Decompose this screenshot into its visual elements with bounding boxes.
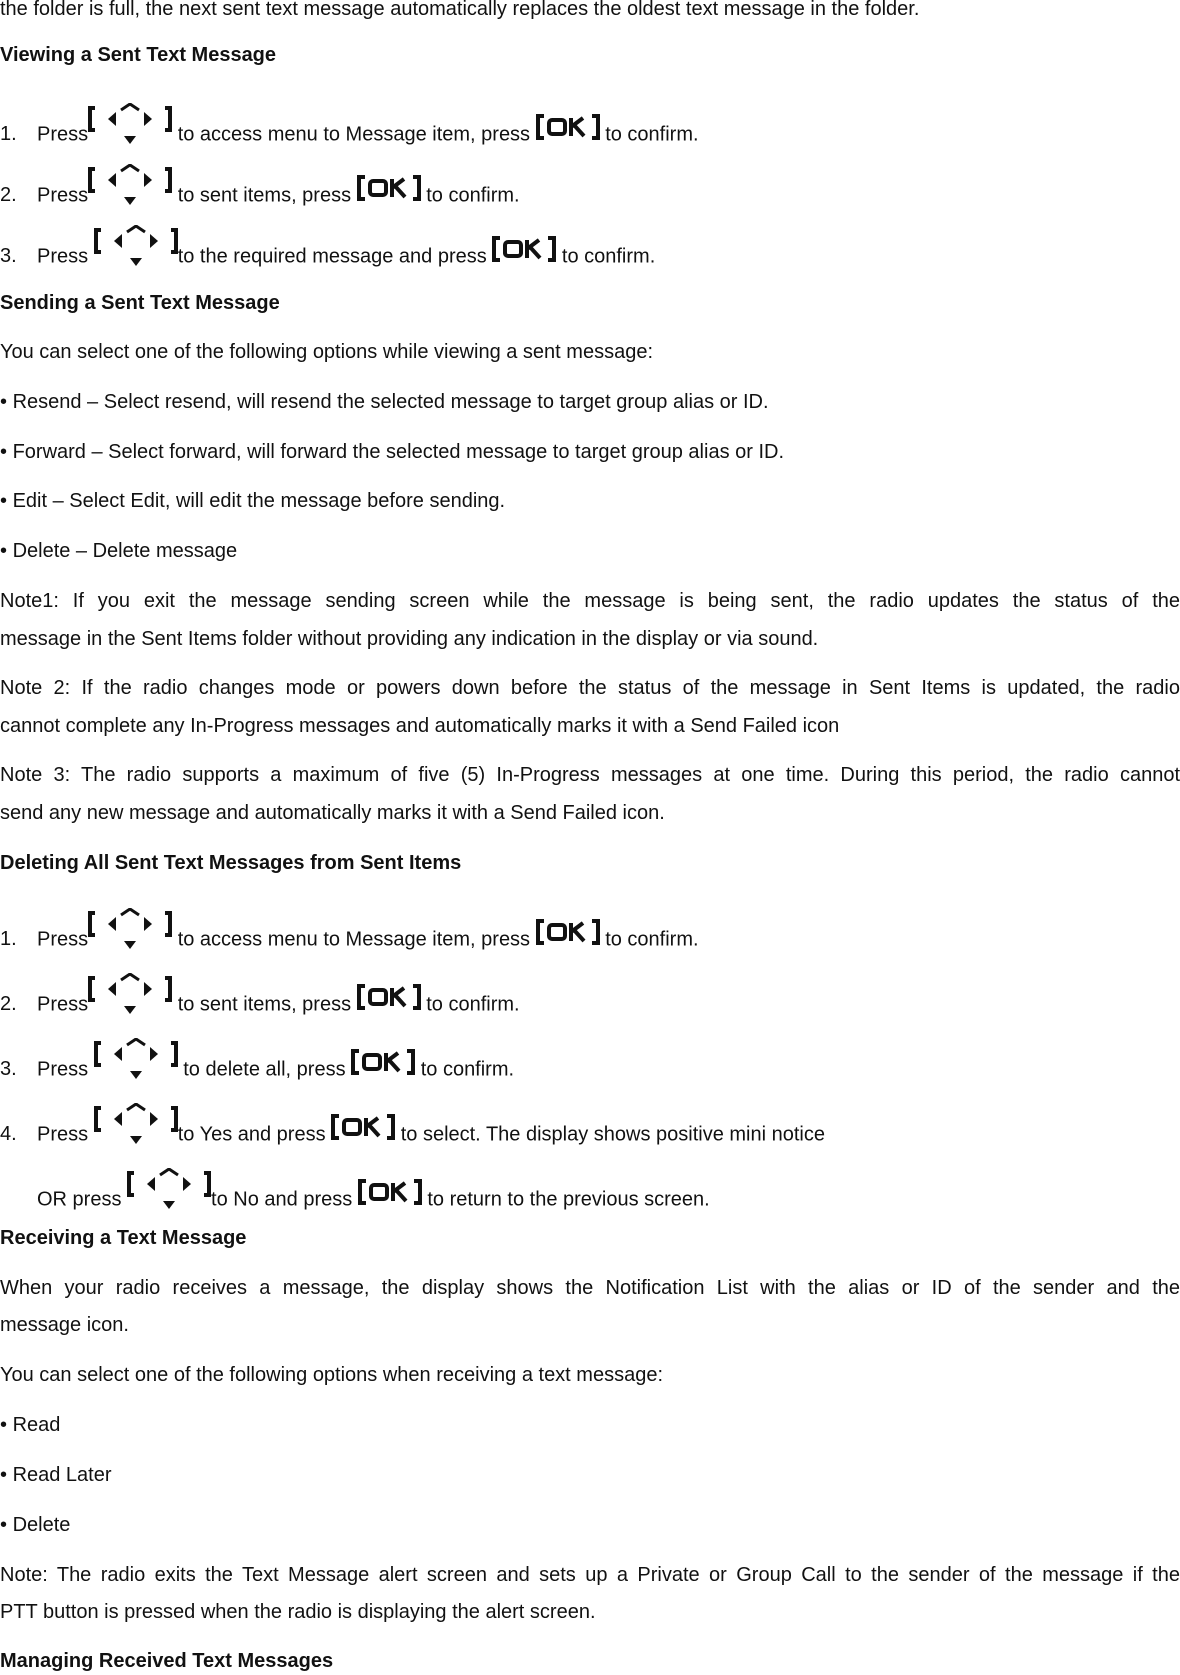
deleting-step-3 [0, 1048, 514, 1092]
step-text-a: Press [37, 1058, 89, 1081]
bullet-text: Read Later [12, 1464, 112, 1486]
step-text-b: to sent items, press [177, 993, 352, 1016]
receiving-note-line-1: Note: The radio exits the Text Message alert screen and sets up a Private or Group Call to the sender of the message if the [0, 1564, 1180, 1586]
step-text-b: to delete all, press [183, 1058, 346, 1081]
ok-key-icon [357, 174, 421, 202]
heading-managing-received: Managing Received Text Messages [0, 1650, 334, 1672]
step-text-c: to confirm. [420, 1058, 515, 1081]
or-text-c: to return to the previous screen. [427, 1188, 710, 1211]
step-text-c: to confirm. [605, 928, 699, 951]
note-1-line-2: message in the Sent Items folder without providing any indication in the display or via sound. [0, 628, 819, 650]
note-2-line-1: Note 2: If the radio changes mode or powers down before the status of the message in Sent Items is updated, the radio [0, 677, 1180, 699]
step-number: 1. [0, 123, 17, 146]
navigation-keys-icon [127, 1168, 211, 1212]
step-number: 1. [0, 928, 17, 951]
viewing-step-3 [0, 235, 655, 279]
navigation-keys-icon [88, 103, 172, 147]
bullet-item: • Read [0, 1414, 61, 1436]
step-text-b: to access menu to Message item, press [177, 928, 531, 951]
step-text-a: Press [37, 1123, 89, 1146]
bullet-item: • Delete – Delete message [0, 540, 238, 562]
heading-deleting-all: Deleting All Sent Text Messages from Sent Items [0, 852, 462, 874]
deleting-step-1 [0, 918, 699, 962]
step-number: 2. [0, 184, 17, 207]
bullet-text: Forward – Select forward, will forward the selected message to target group alias or ID. [12, 441, 785, 463]
heading-sending-sent: Sending a Sent Text Message [0, 292, 280, 314]
or-text-b: to No and press [211, 1188, 353, 1211]
step-text-b: to access menu to Message item, press [177, 123, 531, 146]
ok-key-icon [492, 235, 556, 263]
bullet-item: • Edit – Select Edit, will edit the message before sending. [0, 490, 506, 512]
ok-key-icon [351, 1048, 415, 1076]
step-text-c: to confirm. [426, 184, 520, 207]
step-number: 3. [0, 245, 17, 268]
step-text-c: to confirm. [561, 245, 656, 268]
step-text-b: to sent items, press [177, 184, 352, 207]
viewing-step-1 [0, 113, 699, 157]
receiving-para-line-2: message icon. [0, 1314, 129, 1336]
deleting-step-2 [0, 983, 520, 1027]
bullet-item: • Forward – Select forward, will forward the selected message to target group alias or ID. [0, 441, 785, 463]
bullet-text: Delete [12, 1514, 71, 1536]
step-text-c: to select. The display shows positive mini notice [400, 1123, 825, 1146]
note-2-line-2: cannot complete any In-Progress messages and automatically marks it with a Send Failed icon [0, 715, 840, 737]
ok-key-icon [358, 1178, 422, 1206]
ok-key-icon [536, 918, 600, 946]
step-text-c: to confirm. [605, 123, 699, 146]
receiving-intro: You can select one of the following options when receiving a text message: [0, 1364, 664, 1386]
deleting-or-line [37, 1178, 710, 1222]
bullet-item: • Read Later [0, 1464, 112, 1486]
bullet-text: Resend – Select resend, will resend the selected message to target group alias or ID. [12, 391, 769, 413]
step-number: 4. [0, 1123, 17, 1146]
step-text-a: Press [37, 993, 89, 1016]
step-number: 2. [0, 993, 17, 1016]
note-1-line-1: Note1: If you exit the message sending screen while the message is being sent, the radio updates the status of the [0, 590, 1180, 612]
navigation-keys-icon [88, 908, 172, 952]
step-text-a: Press [37, 928, 89, 951]
navigation-keys-icon [94, 1038, 178, 1082]
step-text-a: Press [37, 245, 89, 268]
receiving-note-line-2: PTT button is pressed when the radio is displaying the alert screen. [0, 1601, 596, 1623]
sending-intro: You can select one of the following options while viewing a sent message: [0, 341, 653, 363]
navigation-keys-icon [94, 1103, 178, 1147]
bullet-text: Edit – Select Edit, will edit the message before sending. [12, 490, 506, 512]
heading-receiving: Receiving a Text Message [0, 1227, 247, 1249]
step-number: 3. [0, 1058, 17, 1081]
bullet-text: Delete – Delete message [12, 540, 238, 562]
deleting-step-4 [0, 1113, 825, 1157]
receiving-para-line-1: When your radio receives a message, the display shows the Notification List with the alias or ID of the sender and the [0, 1277, 1180, 1299]
heading-viewing-sent: Viewing a Sent Text Message [0, 44, 277, 66]
step-text-c: to confirm. [426, 993, 520, 1016]
intro-tail: the folder is full, the next sent text message automatically replaces the oldest text message in the folder. [0, 0, 920, 20]
bullet-item: • Delete [0, 1514, 71, 1536]
navigation-keys-icon [94, 225, 178, 269]
ok-key-icon [331, 1113, 395, 1141]
ok-key-icon [357, 983, 421, 1011]
step-text-a: Press [37, 123, 89, 146]
bullet-item: • Resend – Select resend, will resend the selected message to target group alias or ID. [0, 391, 769, 413]
navigation-keys-icon [88, 973, 172, 1017]
navigation-keys-icon [88, 164, 172, 208]
note-3-line-1: Note 3: The radio supports a maximum of five (5) In-Progress messages at one time. During this period, the radio cannot [0, 764, 1180, 786]
note-3-line-2: send any new message and automatically marks it with a Send Failed icon. [0, 802, 665, 824]
or-text-a: OR press [37, 1188, 122, 1211]
bullet-text: Read [12, 1414, 61, 1436]
step-text-b: to Yes and press [177, 1123, 326, 1146]
step-text-b: to the required message and press [177, 245, 487, 268]
viewing-step-2 [0, 174, 520, 218]
ok-key-icon [536, 113, 600, 141]
step-text-a: Press [37, 184, 89, 207]
